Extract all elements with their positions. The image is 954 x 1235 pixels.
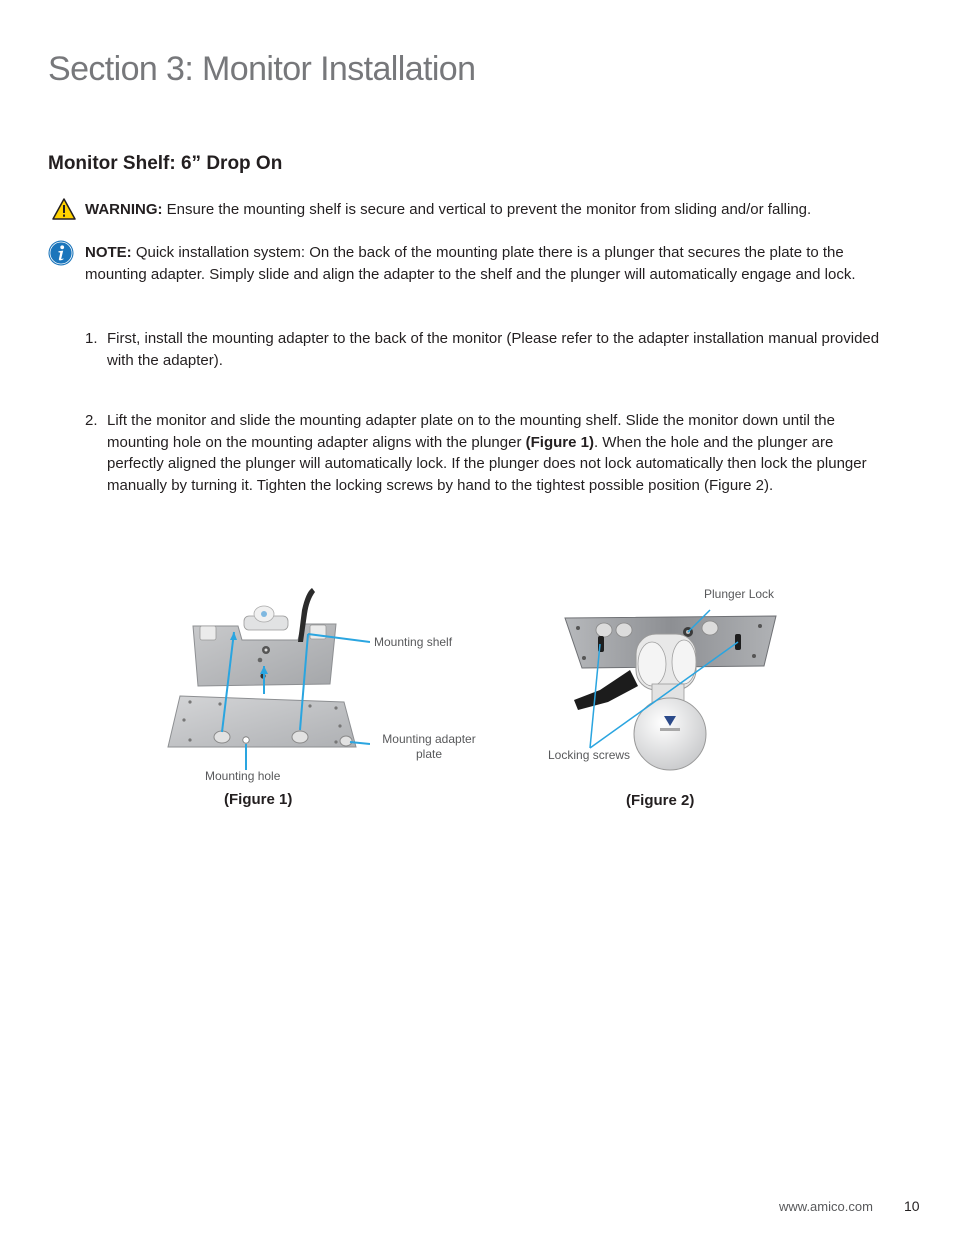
callout-mounting-shelf: Mounting shelf (374, 635, 453, 649)
callout-line: plate (415, 747, 443, 761)
note-label: NOTE: (85, 244, 132, 261)
step-text (107, 410, 885, 496)
callout-locking-screws: Locking screws (548, 748, 631, 762)
step-text-part: Lift the monitor and slide the mounting adapter plate on to the mounting shelf. Slide the monitor down until the mounting hole on the mounting adapter aligns with the plunger (107, 412, 835, 451)
note-text: Quick installation system: On the back of the mounting plate there is a plunger that secures the plate to the mounting adapter. Simply slide and align the adapter to the shelf and the plunger will automatically engage and lock. (85, 244, 856, 283)
figure-1-leaders (160, 580, 374, 780)
figure-1-caption: (Figure 1) (224, 791, 293, 808)
figure-2-caption: (Figure 2) (626, 792, 695, 809)
warning-text: Ensure the mounting shelf is secure and vertical to prevent the monitor from sliding and/or falling. (162, 201, 812, 218)
step-text: First, install the mounting adapter to the back of the monitor (Please refer to the adapter installation manual provided with the adapter). (107, 330, 880, 369)
note-paragraph (85, 242, 895, 285)
step-text-part: . When the hole and the plunger are perfectly aligned the plunger will automatically lock. If the plunger does not lock automatically then lock the plunger manually by turning it. Tighten the locking screws by hand to the tightest possible position (Figure 2). (107, 433, 867, 494)
page-title: Section 3: Monitor Installation (48, 50, 476, 88)
step-number: 2. (85, 412, 98, 429)
figure-reference: (Figure 1) (525, 433, 594, 451)
page-number: 10 (904, 1198, 920, 1214)
step-number: 1. (85, 330, 98, 347)
callout-plunger-lock: Plunger Lock (704, 587, 775, 601)
callout-mounting-adapter-plate (374, 732, 484, 762)
list-item (85, 328, 885, 371)
info-icon (48, 240, 74, 266)
callout-mounting-hole: Mounting hole (205, 769, 281, 783)
warning-label: WARNING: (85, 201, 163, 218)
warning-paragraph (85, 199, 895, 221)
section-subtitle: Monitor Shelf: 6” Drop On (48, 153, 283, 174)
footer-url[interactable]: www.amico.com (779, 1199, 873, 1214)
warning-icon (52, 198, 76, 220)
list-item (85, 410, 885, 496)
callout-line: Mounting adapter (382, 732, 476, 746)
